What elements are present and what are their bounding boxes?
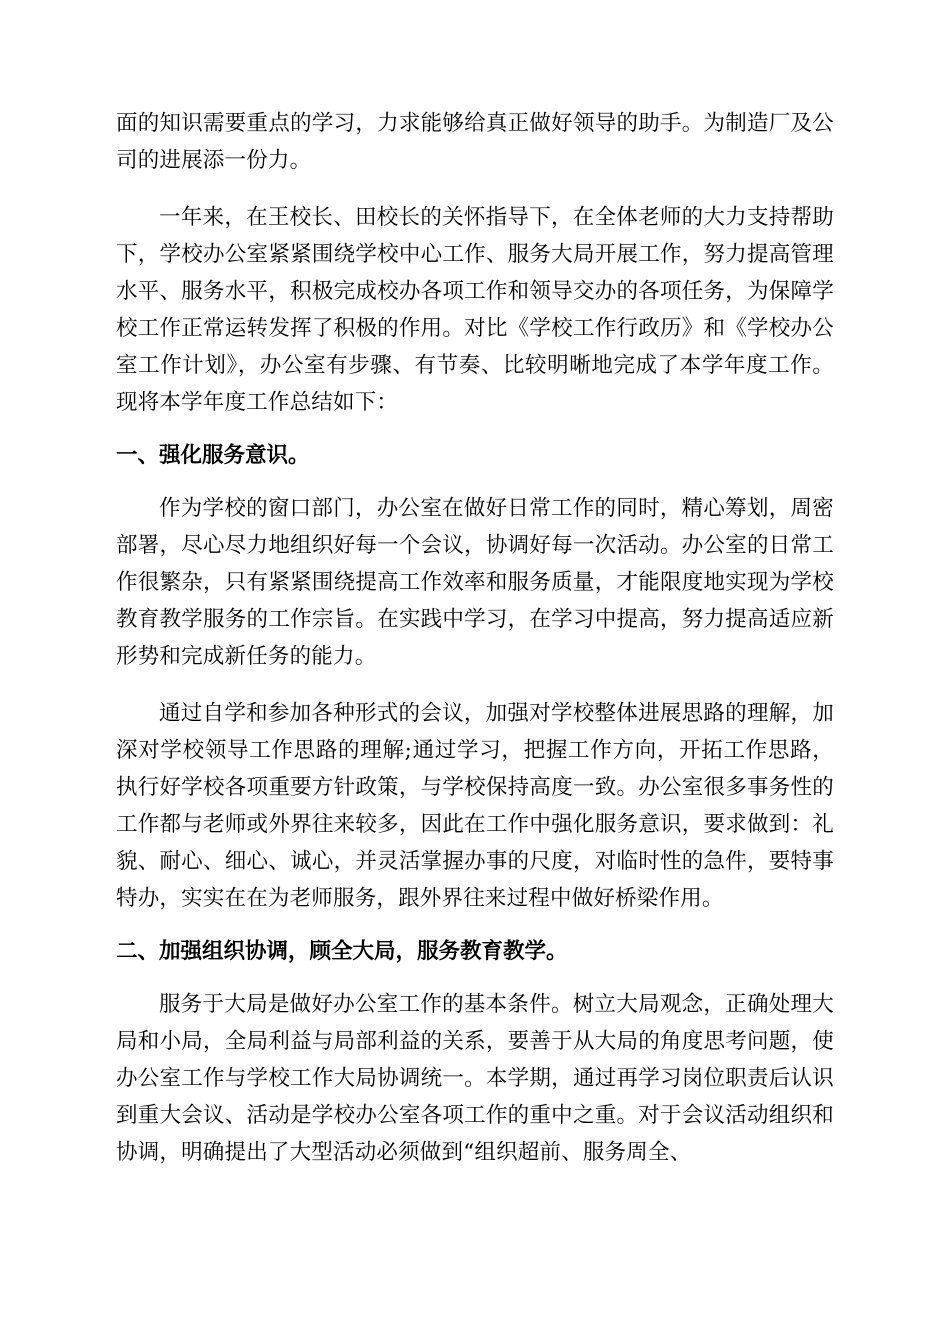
paragraph-section2-a: 服务于大局是做好办公室工作的基本条件。树立大局观念，正确处理大局和小局，全局利益与局部利益的关系，要善于从大局的角度思考问题，使办公室工作与学校工作大局协调统一。本学期，通过再学习岗位职责后认识到重大会议、活动是学校办公室各项工作的重中之重。对于会议活动组织和协调，明确提出了大型活动必须做到“组织超前、服务周全、 bbox=[116, 992, 834, 1165]
section-heading-2: 二、加强组织协调，顾全大局，服务教育教学。 bbox=[116, 939, 568, 964]
paragraph-continuation: 面的知识需要重点的学习，力求能够给真正做好领导的助手。为制造厂及公司的进展添一份力。 bbox=[116, 111, 834, 173]
paragraph-section1-b: 通过自学和参加各种形式的会议，加强对学校整体进展思路的理解，加深对学校领导工作思路的理解;通过学习，把握工作方向，开拓工作思路，执行好学校各项重要方针政策，与学校保持高度一致。办公室很多事务性的工作都与老师或外界往来较多，因此在工作中强化服务意识，要求做到：礼貌、耐心、细心、诚心，并灵活掌握办事的尺度，对临时性的急件，要特事特办，实实在在为老师服务，跟外界往来过程中做好桥梁作用。 bbox=[116, 701, 834, 911]
document-page bbox=[116, 105, 834, 1171]
paragraph-section1-a: 作为学校的窗口部门，办公室在做好日常工作的同时，精心筹划，周密部署，尽心尽力地组织好每一个会议，协调好每一次活动。办公室的日常工作很繁杂，只有紧紧围绕提高工作效率和服务质量，才能限度地实现为学校教育教学服务的工作宗旨。在实践中学习，在学习中提高，努力提高适应新形势和完成新任务的能力。 bbox=[116, 496, 834, 669]
paragraph-intro: 一年来，在王校长、田校长的关怀指导下，在全体老师的大力支持帮助下，学校办公室紧紧围绕学校中心工作、服务大局开展工作，努力提高管理水平、服务水平，积极完成校办各项工作和领导交办的各项任务，为保障学校工作正常运转发挥了积极的作用。对比《学校工作行政历》和《学校办公室工作计划》，办公室有步骤、有节奏、比较明晰地完成了本学年度工作。现将本学年度工作总结如下： bbox=[116, 205, 834, 415]
section-heading-1: 一、强化服务意识。 bbox=[116, 443, 310, 468]
